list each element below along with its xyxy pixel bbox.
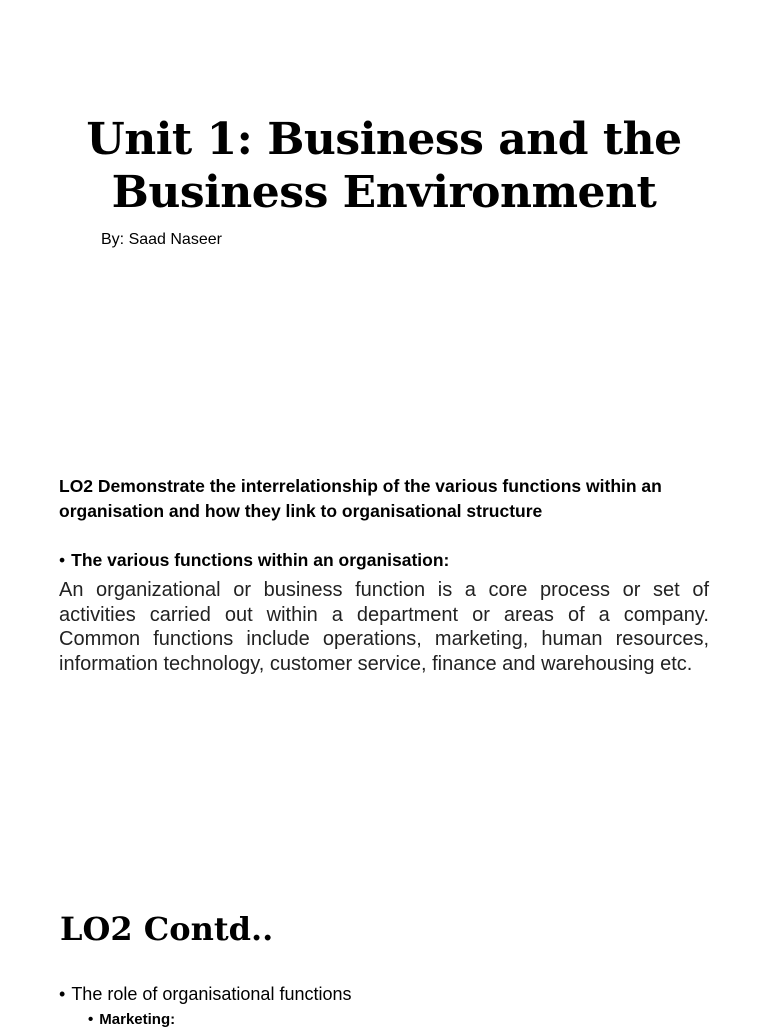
- sub-bullet-text: Marketing:: [99, 1011, 176, 1028]
- slide-3: [0, 880, 768, 1028]
- bullet-item: [59, 984, 351, 1005]
- slide-2: [0, 430, 768, 860]
- bullet-icon: •: [59, 550, 66, 570]
- body-paragraph: An organizational or business function is a core process or set of activities carried out within a department or areas of a company. Common functions include operations, marketing, human resources, information technology, customer service, finance and warehousing etc.: [59, 579, 709, 675]
- bullet-icon: •: [59, 984, 66, 1004]
- slide-1: [0, 0, 768, 430]
- author-byline: By: Saad Naseer: [101, 231, 222, 248]
- bullet-icon: •: [88, 1011, 94, 1028]
- sub-bullet-item: [88, 1011, 175, 1028]
- title-line-2: Business Environment: [111, 167, 657, 218]
- slide-title: LO2 Contd..: [60, 910, 274, 948]
- bullet-heading: [59, 550, 449, 571]
- title-line-1: Unit 1: Business and the: [86, 114, 682, 165]
- slide-title: [0, 113, 768, 219]
- bullet-heading-text: The various functions within an organisation:: [71, 550, 450, 570]
- learning-outcome-heading: LO2 Demonstrate the interrelationship of the various functions within an organisation and how they link to organisational structure: [59, 476, 662, 521]
- bullet-item-text: The role of organisational functions: [71, 984, 352, 1004]
